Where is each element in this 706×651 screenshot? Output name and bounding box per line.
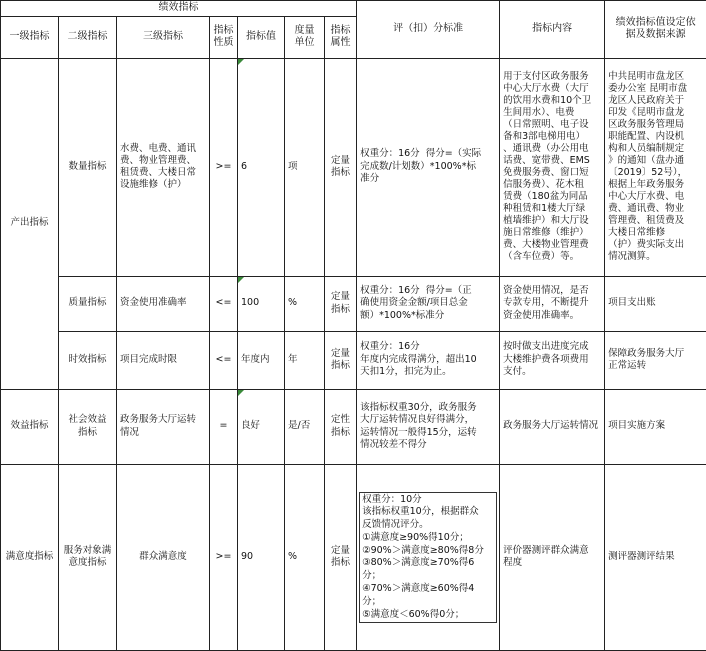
level2-cell: 数量指标 — [59, 58, 117, 276]
value-cell: 良好 — [238, 389, 285, 464]
basis-cell: 保障政务服务大厅 正常运转 — [605, 331, 706, 389]
level2-cell: 社会效益 指标 — [59, 389, 117, 464]
level3-cell: 水费、电费、通讯 费、物业管理费、 租赁费、大楼日常 设施维修（护） — [117, 58, 210, 276]
content-cell: 资金使用情况，是否 专款专用，不断提升 资金使用准确率。 — [500, 276, 605, 331]
header-level3: 三级指标 — [117, 16, 210, 58]
attr-cell: 定性 指标 — [325, 389, 357, 464]
table-row — [1, 58, 706, 276]
nature-cell: <= — [210, 331, 238, 389]
content-cell: 评价器测评群众满意 程度 — [500, 464, 605, 651]
nature-cell: >= — [210, 58, 238, 276]
level1-cell: 满意度指标 — [1, 464, 59, 651]
scoring-cell — [357, 464, 500, 651]
unit-cell: 是/否 — [285, 389, 325, 464]
scoring-textbox: 权重分：10分 该指标权重10分，根据群众 反馈情况评分。 ①满意度≥90%得10分； ②90%＞满意度≥80%得8分 ③80%＞满意度≥70%得6 分； ④70%＞满意度≥60%得4 分； ⑤满意度＜60%得0分； — [359, 492, 497, 624]
value-cell: 90 — [238, 464, 285, 651]
basis-cell: 项目支出账 — [605, 276, 706, 331]
level3-cell: 政务服务大厅运转 情况 — [117, 389, 210, 464]
basis-cell: 项目实施方案 — [605, 389, 706, 464]
table-row — [1, 331, 706, 389]
header-level2: 二级指标 — [59, 16, 117, 58]
nature-cell: = — [210, 389, 238, 464]
table-row — [1, 389, 706, 464]
value-cell: 6 — [238, 58, 285, 276]
scoring-cell: 权重分：16分 年度内完成得满分，超出10 天扣1分，扣完为止。 — [357, 331, 500, 389]
level3-cell: 群众满意度 — [117, 464, 210, 651]
header-group: 绩效指标 — [1, 1, 357, 17]
level3-cell: 项目完成时限 — [117, 331, 210, 389]
level3-cell: 资金使用准确率 — [117, 276, 210, 331]
scoring-cell: 权重分：16分 得分=（实际 完成数/计划数）*100%*标 准分 — [357, 58, 500, 276]
value-cell: 100 — [238, 276, 285, 331]
attr-cell: 定量 指标 — [325, 464, 357, 651]
unit-cell: % — [285, 464, 325, 651]
attr-cell: 定量 指标 — [325, 58, 357, 276]
nature-cell: >= — [210, 464, 238, 651]
table-row — [1, 464, 706, 651]
scoring-cell: 该指标权重30分，政务服务 大厅运转情况良好得满分， 运转情况一般得15分，运转 情况较差不得分 — [357, 389, 500, 464]
nature-cell: <= — [210, 276, 238, 331]
unit-cell: 年 — [285, 331, 325, 389]
header-attr: 指标 属性 — [325, 16, 357, 58]
basis-cell: 中共昆明市盘龙区 委办公室 昆明市盘 龙区人民政府关于 印发《昆明市盘龙 区政务服务管理局 职能配置、内设机 构和人员编制规定 》的通知（盘办通 〔2019〕52号）， 根据上年政务服务 中心大厅水费、电 费、通讯费、物业 管理费、租赁费及 大楼日常维修 （护）费实际支出 情况测算。 — [605, 58, 706, 276]
header-basis: 绩效指标值设定依 据及数据来源 — [605, 1, 706, 59]
header-level1: 一级指标 — [1, 16, 59, 58]
attr-cell: 定量 指标 — [325, 276, 357, 331]
content-cell: 用于支付区政务服务 中心大厅水费（大厅 的饮用水费和10个卫 生间用水）、电费 （日常照明、电子设 备和3部电梯用电） 、通讯费（办公用电 话费、宽带费、EMS 免费服务费、窗口短 信服务费）、花木租 赁费（180盆为同品 种租赁和1楼大厅绿 植墙维护）和大厅设 施日常维修（维护） 费、大楼物业管理费 （含车位费）等。 — [500, 58, 605, 276]
level1-cell: 效益指标 — [1, 389, 59, 464]
header-scoring: 评（扣）分标准 — [357, 1, 500, 59]
unit-cell: 项 — [285, 58, 325, 276]
content-cell: 政务服务大厅运转情况 — [500, 389, 605, 464]
level2-cell: 时效指标 — [59, 331, 117, 389]
level2-cell: 服务对象满 意度指标 — [59, 464, 117, 651]
attr-cell: 定量 指标 — [325, 331, 357, 389]
header-value: 指标值 — [238, 16, 285, 58]
table-row — [1, 276, 706, 331]
header-nature: 指标 性质 — [210, 16, 238, 58]
unit-cell: % — [285, 276, 325, 331]
header-unit: 度量 单位 — [285, 16, 325, 58]
value-cell: 年度内 — [238, 331, 285, 389]
header-content: 指标内容 — [500, 1, 605, 59]
scoring-cell: 权重分：16分 得分=（正 确使用资金金额/项目总金 额）*100%*标准分 — [357, 276, 500, 331]
level1-cell: 产出指标 — [1, 58, 59, 389]
basis-cell: 测评器测评结果 — [605, 464, 706, 651]
level2-cell: 质量指标 — [59, 276, 117, 331]
content-cell: 按时做支出进度完成 大楼维护费各项费用 支付。 — [500, 331, 605, 389]
